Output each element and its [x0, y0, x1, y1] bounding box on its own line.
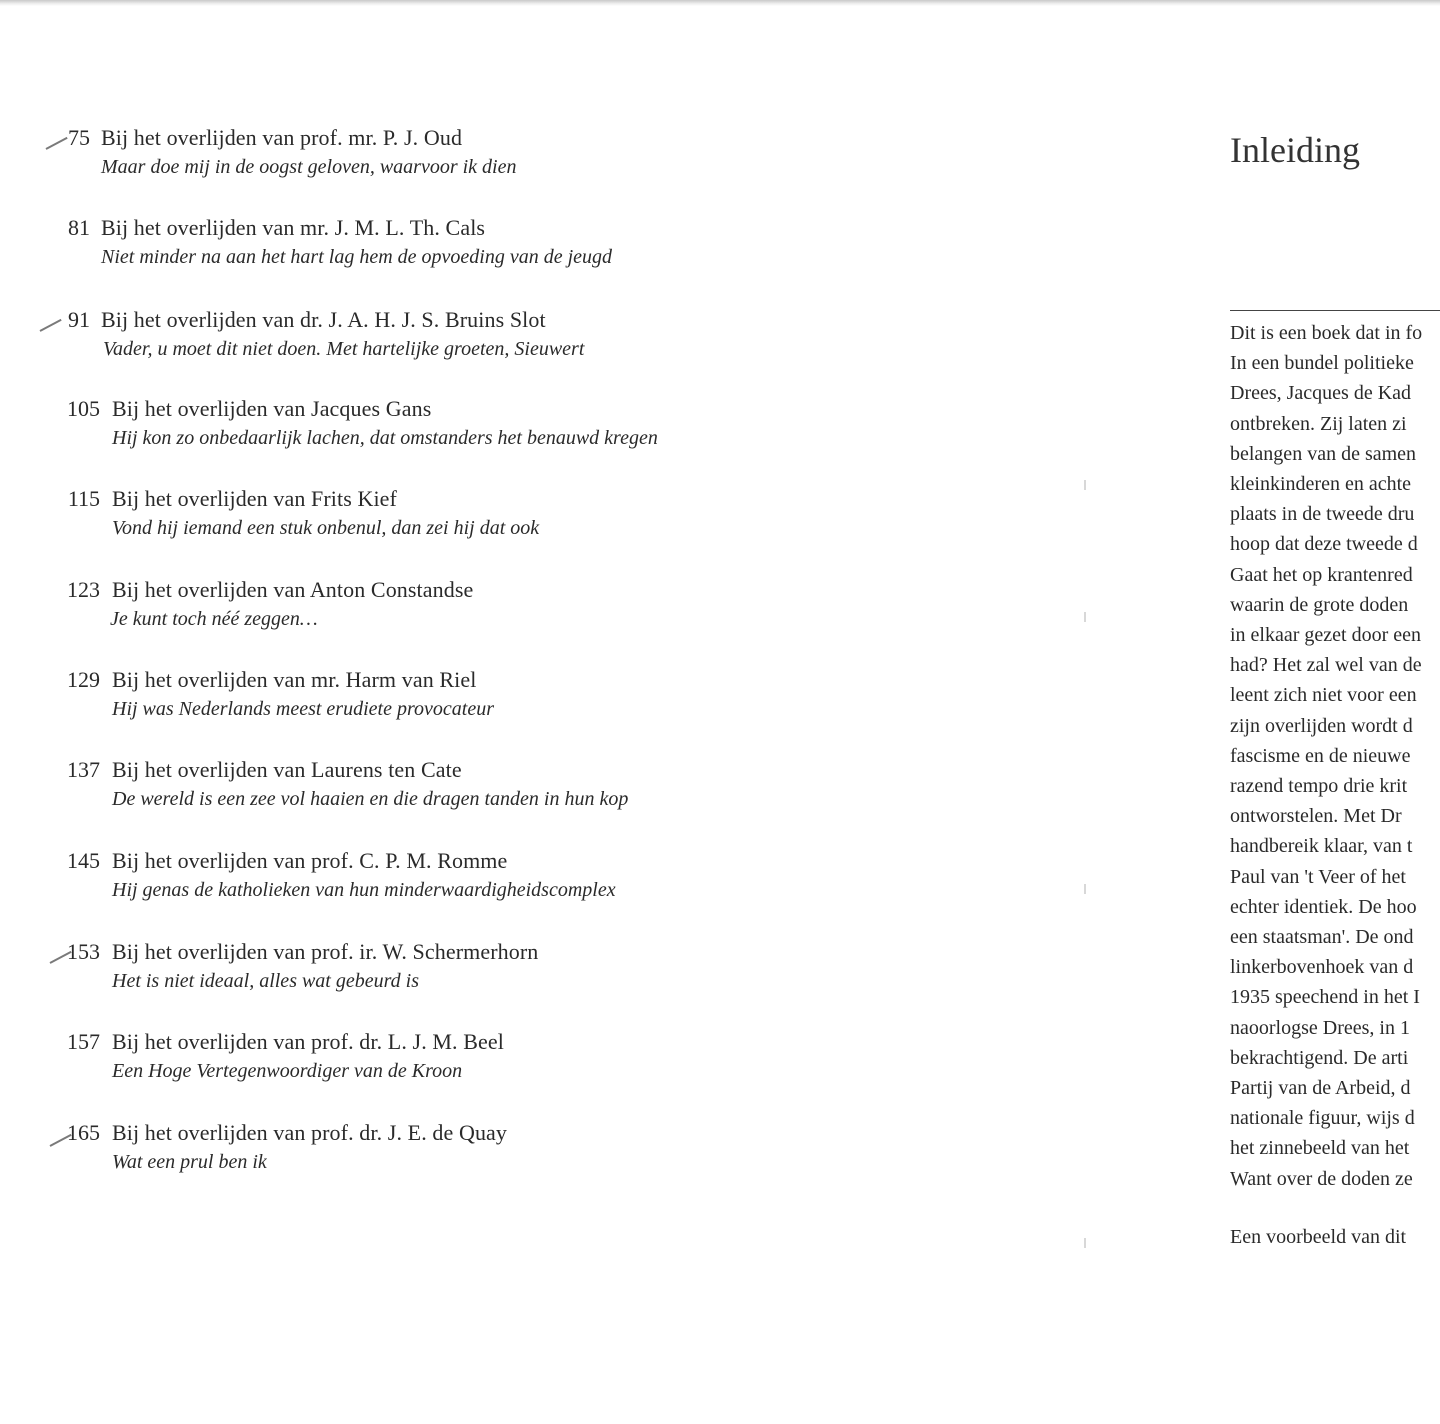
intro-line: In een bundel politieke	[1230, 352, 1414, 375]
intro-line: hoop dat deze tweede d	[1230, 533, 1418, 556]
toc-page-number: 105	[67, 396, 100, 421]
toc-subtitle: Wat een prul ben ik	[112, 1151, 267, 1173]
toc-title: Bij het overlijden van Laurens ten Cate	[112, 757, 462, 782]
toc-subtitle: Een Hoge Vertegenwoordiger van de Kroon	[112, 1060, 463, 1082]
toc-subtitle: Vond hij iemand een stuk onbenul, dan zei hij dat ook	[112, 517, 540, 539]
toc-page-number: 165	[67, 1120, 100, 1145]
intro-line: ontbreken. Zij laten zi	[1230, 412, 1407, 435]
toc-page-number: 145	[67, 848, 100, 873]
toc-page-number: 137	[67, 757, 100, 782]
toc-page-number: 157	[67, 1029, 100, 1054]
intro-line: echter identiek. De hoo	[1230, 895, 1417, 918]
toc-title: Bij het overlijden van prof. mr. P. J. Oud	[101, 125, 463, 150]
toc-subtitle: De wereld is een zee vol haaien en die dragen tanden in hun kop	[112, 788, 629, 810]
intro-line: had? Het zal wel van de	[1230, 654, 1422, 677]
intro-last-paragraph: Een voorbeeld van dit	[1230, 1226, 1407, 1248]
toc-page-number: 81	[68, 215, 90, 240]
toc-title: Bij het overlijden van prof. C. P. M. Romme	[112, 848, 508, 873]
intro-line: het zinnebeeld van het	[1230, 1137, 1410, 1160]
intro-line: een staatsman'. De ond	[1230, 926, 1414, 949]
intro-line: in elkaar gezet door een	[1230, 624, 1422, 647]
intro-line: Drees, Jacques de Kad	[1230, 382, 1412, 405]
toc-title: Bij het overlijden van Anton Constandse	[112, 577, 474, 602]
intro-line: waarin de grote doden	[1230, 593, 1409, 616]
toc-title: Bij het overlijden van dr. J. A. H. J. S. Bruins Slot	[101, 307, 546, 332]
toc-page-number: 91	[68, 307, 90, 332]
intro-line: naoorlogse Drees, in 1	[1230, 1016, 1410, 1039]
intro-line: bekrachtigend. De arti	[1230, 1046, 1409, 1069]
toc-subtitle: Hij genas de katholieken van hun minderwaardigheidscomplex	[112, 879, 616, 901]
toc-page-number: 129	[67, 667, 100, 692]
intro-line: Gaat het op krantenred	[1230, 563, 1413, 586]
toc-subtitle: Je kunt toch néé zeggen…	[110, 608, 318, 630]
intro-line: 1935 speechend in het I	[1230, 986, 1420, 1009]
toc-title: Bij het overlijden van mr. Harm van Riel	[112, 667, 477, 692]
toc-title: Bij het overlijden van Jacques Gans	[112, 396, 432, 421]
gutter-mark	[1084, 884, 1086, 894]
toc-subtitle: Hij was Nederlands meest erudiete provocateur	[112, 698, 494, 720]
intro-line: belangen van de samen	[1230, 442, 1417, 465]
intro-line: Dit is een boek dat in fo	[1230, 322, 1423, 344]
intro-line: Paul van 't Veer of het	[1230, 865, 1406, 888]
toc-title: Bij het overlijden van Frits Kief	[112, 486, 397, 511]
gutter-mark	[1084, 480, 1086, 490]
toc-title: Bij het overlijden van mr. J. M. L. Th. Cals	[101, 215, 486, 240]
intro-line: nationale figuur, wijs d	[1230, 1107, 1415, 1130]
toc-page-number: 115	[67, 486, 100, 511]
toc-title: Bij het overlijden van prof. dr. J. E. de Quay	[112, 1120, 508, 1145]
heading-rule	[1230, 310, 1440, 311]
intro-line: plaats in de tweede dru	[1230, 503, 1415, 526]
intro-line: linkerbovenhoek van d	[1230, 956, 1414, 979]
gutter-mark	[1084, 1238, 1086, 1248]
intro-line: zijn overlijden wordt d	[1230, 714, 1413, 737]
toc-subtitle: Maar doe mij in de oogst geloven, waarvoor ik dien	[101, 156, 517, 178]
intro-line: handbereik klaar, van t	[1230, 835, 1413, 858]
toc-page-number: 75	[68, 125, 90, 150]
intro-line: razend tempo drie krit	[1230, 775, 1408, 798]
intro-line: ontworstelen. Met Dr	[1230, 805, 1402, 828]
intro-heading: Inleiding	[1230, 130, 1360, 170]
intro-body-text	[1230, 318, 1440, 1194]
intro-line: leent zich niet voor een	[1230, 684, 1417, 707]
toc-page-number: 123	[67, 577, 100, 602]
intro-line: fascisme en de nieuwe	[1230, 744, 1411, 767]
toc-subtitle: Niet minder na aan het hart lag hem de opvoeding van de jeugd	[101, 246, 613, 268]
toc-subtitle: Het is niet ideaal, alles wat gebeurd is	[112, 970, 420, 992]
intro-line: Want over de doden ze	[1230, 1167, 1413, 1190]
toc-title: Bij het overlijden van prof. ir. W. Schermerhorn	[112, 939, 539, 964]
toc-subtitle: Hij kon zo onbedaarlijk lachen, dat omstanders het benauwd kregen	[112, 427, 658, 449]
gutter-mark	[1084, 612, 1086, 622]
toc-subtitle: Vader, u moet dit niet doen. Met hartelijke groeten, Sieuwert	[103, 338, 585, 360]
intro-line: kleinkinderen en achte	[1230, 473, 1412, 496]
intro-line: Partij van de Arbeid, d	[1230, 1077, 1411, 1100]
toc-title: Bij het overlijden van prof. dr. L. J. M. Beel	[112, 1029, 504, 1054]
introduction-page	[1228, 0, 1440, 1424]
toc-page-number: 153	[67, 939, 100, 964]
